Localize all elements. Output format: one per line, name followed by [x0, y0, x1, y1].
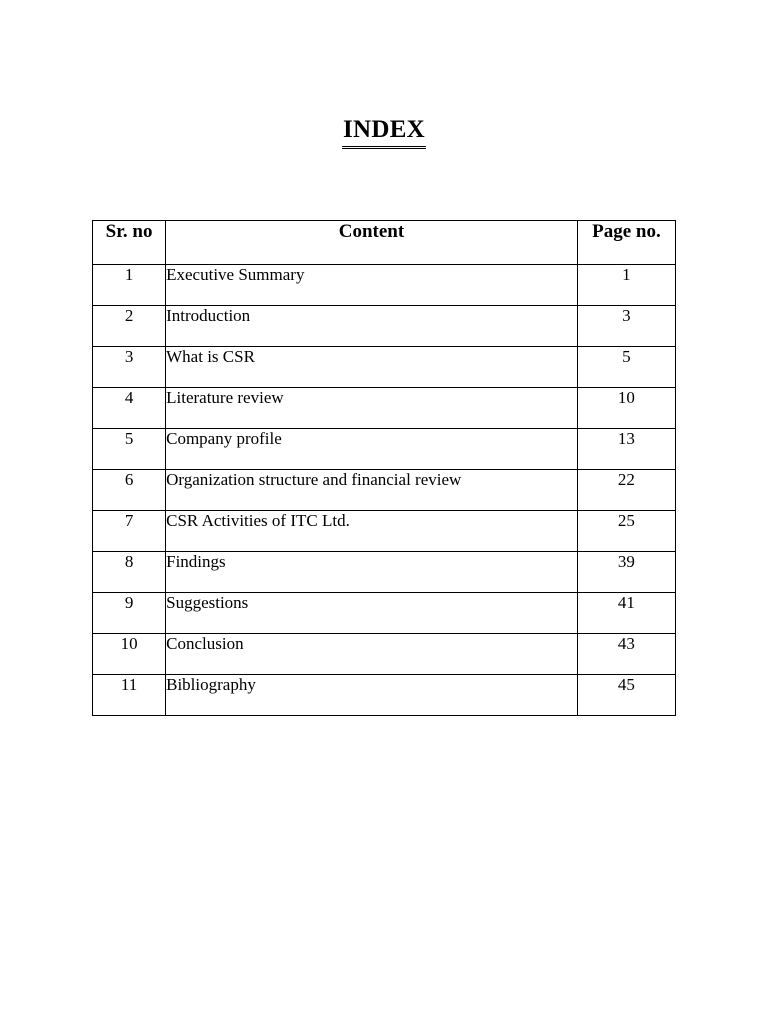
cell-content: Company profile	[166, 429, 578, 470]
cell-content: Organization structure and financial review	[166, 470, 578, 511]
cell-sr-no: 8	[93, 552, 166, 593]
cell-content: Findings	[166, 552, 578, 593]
cell-page-no: 5	[577, 347, 675, 388]
cell-page-no: 45	[577, 675, 675, 716]
cell-page-no: 43	[577, 634, 675, 675]
cell-page-no: 3	[577, 306, 675, 347]
cell-page-no: 39	[577, 552, 675, 593]
cell-content: Conclusion	[166, 634, 578, 675]
cell-page-no: 10	[577, 388, 675, 429]
cell-sr-no: 4	[93, 388, 166, 429]
cell-sr-no: 9	[93, 593, 166, 634]
cell-sr-no: 1	[93, 265, 166, 306]
table-header-row	[93, 221, 676, 265]
table-row	[93, 511, 676, 552]
cell-page-no: 1	[577, 265, 675, 306]
cell-page-no: 22	[577, 470, 675, 511]
header-sr-no: Sr. no	[93, 221, 166, 265]
cell-page-no: 13	[577, 429, 675, 470]
page-title-text: INDEX	[342, 116, 426, 149]
cell-content: What is CSR	[166, 347, 578, 388]
cell-sr-no: 5	[93, 429, 166, 470]
cell-sr-no: 7	[93, 511, 166, 552]
table-row	[93, 429, 676, 470]
table-row	[93, 470, 676, 511]
cell-page-no: 41	[577, 593, 675, 634]
table-row	[93, 593, 676, 634]
table-row	[93, 306, 676, 347]
cell-content: Introduction	[166, 306, 578, 347]
page-title	[0, 116, 768, 149]
header-content: Content	[166, 221, 578, 265]
table-row	[93, 675, 676, 716]
cell-sr-no: 6	[93, 470, 166, 511]
index-table	[92, 220, 676, 716]
cell-content: Executive Summary	[166, 265, 578, 306]
cell-content: Bibliography	[166, 675, 578, 716]
cell-sr-no: 3	[93, 347, 166, 388]
header-page-no: Page no.	[577, 221, 675, 265]
table-row	[93, 552, 676, 593]
cell-content: Literature review	[166, 388, 578, 429]
cell-sr-no: 2	[93, 306, 166, 347]
table-row	[93, 347, 676, 388]
cell-page-no: 25	[577, 511, 675, 552]
cell-content: CSR Activities of ITC Ltd.	[166, 511, 578, 552]
cell-content: Suggestions	[166, 593, 578, 634]
table-row	[93, 265, 676, 306]
cell-sr-no: 10	[93, 634, 166, 675]
cell-sr-no: 11	[93, 675, 166, 716]
table-row	[93, 388, 676, 429]
table-row	[93, 634, 676, 675]
